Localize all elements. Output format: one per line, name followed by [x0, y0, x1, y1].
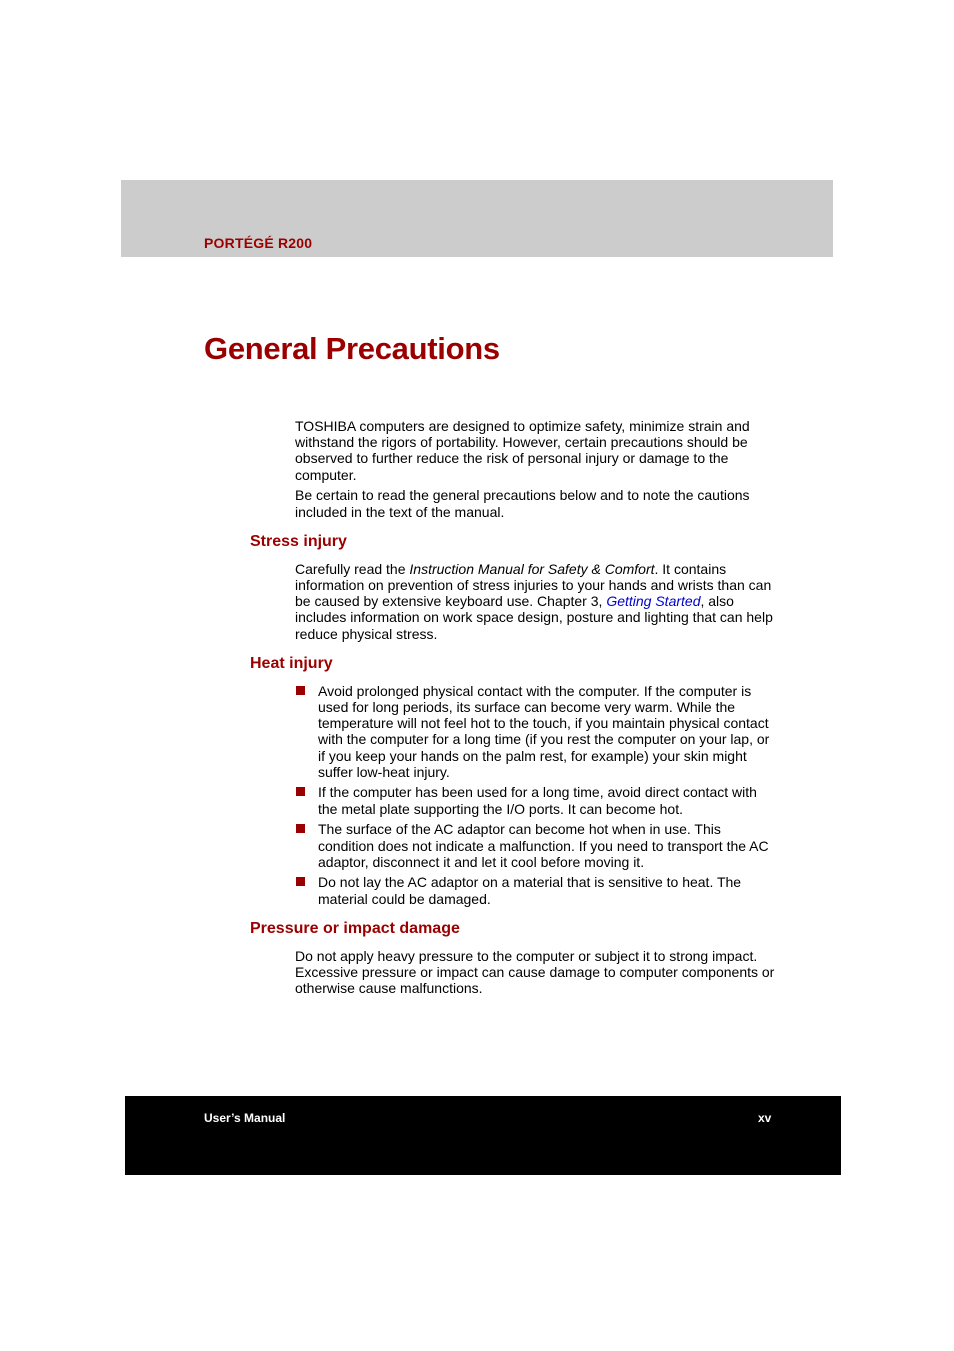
pressure-paragraph: Do not apply heavy pressure to the computer or subject it to strong impact. Excessive pressure or impact can cause damage to computer components or otherwise cause malfunctions.: [295, 947, 775, 997]
square-bullet-icon: [296, 824, 305, 833]
list-item-text: The surface of the AC adaptor can become hot when in use. This condition does not indicate a malfunction. If you need to transport the AC adaptor, disconnect it and let it cool before moving it.: [318, 821, 769, 870]
heat-injury-list: [295, 683, 775, 907]
stress-text: . It contains information on prevention of stress injuries to your hands and wrists than can be caused by extensive keyboard use. Chapter 3,: [295, 560, 772, 610]
getting-started-link[interactable]: Getting Started: [606, 593, 701, 610]
square-bullet-icon: [296, 686, 305, 695]
list-item: [295, 821, 775, 870]
square-bullet-icon: [296, 877, 305, 886]
product-name: PORTÉGÉ R200: [204, 235, 313, 251]
section-heading-heat-injury: Heat injury: [250, 654, 333, 672]
page-number: xv: [758, 1111, 772, 1125]
list-item: [295, 683, 775, 780]
square-bullet-icon: [296, 787, 305, 796]
list-item-text: Do not lay the AC adaptor on a material that is sensitive to heat. The material could be damaged.: [318, 874, 742, 907]
list-item-text: Avoid prolonged physical contact with the computer. If the computer is used for long periods, its surface can become very warm. While the temperature will not feel hot to the touch, if you maintain physical contact with the computer for a long time (if you rest the computer on your lap, or if you keep your hands on the palm rest, for example) your skin might suffer low-heat injury.: [318, 682, 770, 780]
stress-injury-paragraph: [295, 561, 775, 642]
page-title: General Precautions: [204, 331, 500, 366]
intro-paragraph: TOSHIBA computers are designed to optimize safety, minimize strain and withstand the rigors of portability. However, certain precautions should be observed to further reduce the risk of personal injury or damage to the computer.: [295, 418, 750, 483]
stress-text: Carefully read the: [295, 560, 410, 577]
section-heading-pressure-damage: Pressure or impact damage: [250, 919, 460, 937]
footer-manual-label: User’s Manual: [204, 1111, 286, 1125]
list-item: [295, 784, 775, 816]
list-item-text: If the computer has been used for a long time, avoid direct contact with the metal plate supporting the I/O ports. It can become hot.: [318, 784, 757, 817]
section-heading-stress-injury: Stress injury: [250, 532, 347, 550]
manual-title: Instruction Manual for Safety & Comfort: [409, 560, 655, 577]
list-item: [295, 874, 775, 906]
content-body: [250, 418, 775, 1001]
stress-text: , also includes information on work space design, posture and lighting that can help reduce physical stress.: [295, 593, 773, 642]
intro-paragraph: Be certain to read the general precautions below and to note the cautions included in the text of the manual.: [295, 487, 750, 520]
footer-band: [125, 1096, 841, 1175]
